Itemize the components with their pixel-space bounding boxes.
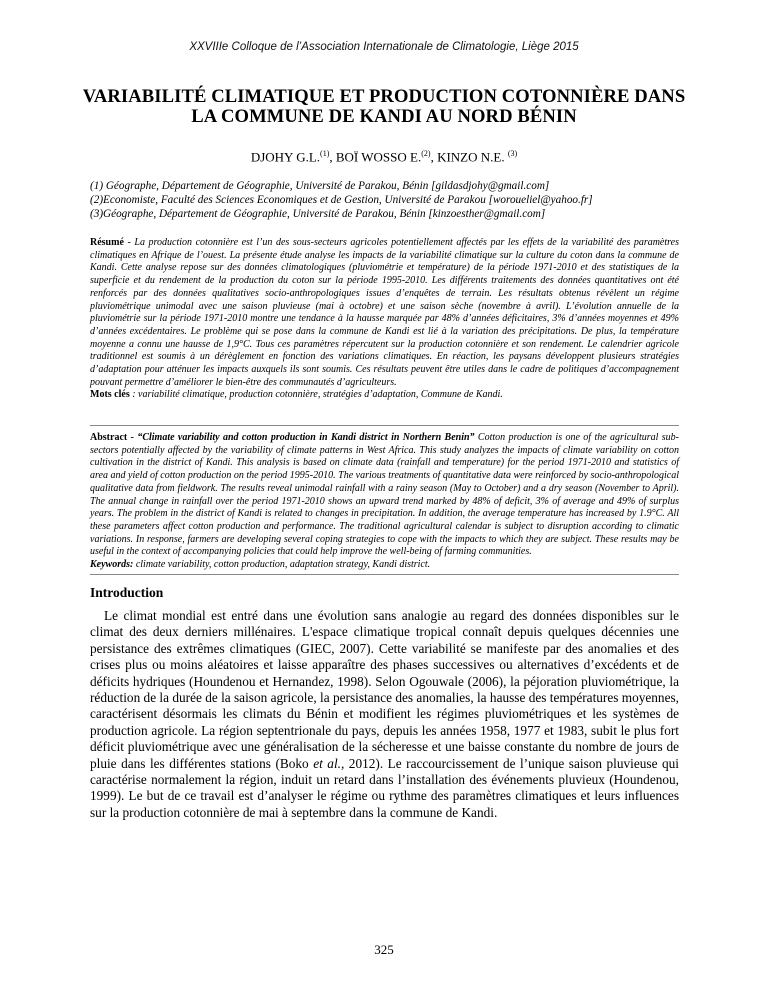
author-separator: , [329,149,336,165]
running-header: XXVIIIe Colloque de l’Association Internationale de Climatologie, Liège 2015 [189,41,579,53]
keywords-label: Mots clés [90,389,130,401]
author-affiliation-mark: (1) [320,149,330,158]
affiliation-line: (3)Géographe, Département de Géographie, Université de Parakou, Bénin [kinzoesther@gmail.com] [90,208,546,220]
paper-title: VARIABILITÉ CLIMATIQUE ET PRODUCTION COTONNIÈRE DANS LA COMMUNE DE KANDI AU NORD BÉNIN [82,86,686,127]
section-heading: Introduction [90,585,164,600]
affiliations [90,179,690,221]
french-abstract [90,237,679,402]
author-name: BOÏ WOSSO E. [335,149,422,165]
abstract-label: Abstract [90,432,128,443]
page-number: 325 [374,942,394,957]
author-separator: , [430,149,438,165]
english-abstract [90,432,679,572]
author-affiliation-mark: (3) [507,149,518,158]
abstract-english-title: - “Climate variability and cotton production in Kandi district in Northern Benin” [127,432,475,443]
paragraph-text: 2012). Le raccourcissement de l’unique saison pluvieuse qui caractérise normalement la région, induit un retard dans l’installation des événements pluvieux (Houndenou, 1999). Le but de ce travail est d’analyser le régime ou rythme des paramètres climatiques et leurs influences sur la production cotonnière de mai à septembre dans la commune de Kandi. [90,755,679,820]
keywords-text: : variabilité climatique, production cotonnière, stratégies d’adaptation, Commune de Kandi. [129,389,503,401]
author-name: KINZO N.E. [437,149,508,165]
author-affiliation-mark: (2) [421,149,431,158]
affiliation-line: (2)Economiste, Faculté des Sciences Economiques et de Gestion, Université de Parakou [worouelie​l@yahoo.fr] [90,194,593,206]
section-divider [90,574,679,575]
affiliation-line: (1) Géographe, Département de Géographie, Université de Parakou, Bénin [gildasdjohy@gmail.com] [90,180,550,192]
citation-italic: et al., [313,755,345,771]
introduction-paragraph [90,608,679,821]
keywords-label: Keywords: [90,559,134,571]
author-line [0,149,768,165]
author-name: DJOHY G.L. [250,149,321,165]
abstract-text: Cotton production is one of the agricultural sub-sectors potentially affected by the variability of climate patterns in West Africa. This study analyzes the impacts of climate variability on cotton cultivation in the district of Kandi. This analysis is based on climate data (rainfall and temperature) for the period 1971-2010 and statistics of area and yield of cotton production on the period 1995-2010. The various treatments of quantitative data were reinforced by socio-anthropological qualitative data from fieldwork. The results reveal unimodal rainfall with a rainy season (May to October) and a dry season (November to April). The annual change in rainfall over the period 1971-2010 shows an upward trend marked by 48% of deficit, 3% of average and 49% of surplus years. The problem in the district of Kandi is related to changes in precipitation. In addition, the average temperature has increased by 1.9°C. All these parameters affect cotton production and performance. The traditional agricultural calendar is subject to disruption according to climatic variations. In response, farmers are developing several coping strategies to cope with the impacts to which they are subject. These results may be useful in the context of accompanying policies that could help improve the well-being of farming communities. [90,432,679,558]
keywords-text: climate variability, cotton production, adaptation strategy, Kandi district. [133,559,431,571]
section-divider [90,425,679,426]
abstract-text: - La production cotonnière est l’un des sous-secteurs agricoles potentiellement affectés par les effets de la variabilité des paramètres climatiques en Afrique de l’ouest. La présente étude analyse les impacts de la variabilité climatique sur la culture du coton dans la commune de Kandi. Cette analyse repose sur des données climatologiques (pluviométrie et température) de la période 1971-2010 et des statistiques de la superficie et du rendement de la production du coton sur la période 1995-2010. Les différents traitements des données quantitatives ont été renforcés par des données qualitatives socio-anthropologiques issues d’enquêtes de terrain. Les résultats obtenus révèlent un régime pluviométrique unimodal avec une saison pluvieuse (mai à octobre) et une saison sèche (novembre à avril). L’évolution annuelle de la pluviométrie sur la période 1971-2010 montre une tendance à la hausse marquée par 48% d’années déficitaires, 3% d’années moyennes et 49% d’années excédentaires. Le problème qui se pose dans la commune de Kandi est lié à la variation des précipitations. De plus, la température moyenne a connu une hausse de 1,9°C. Tous ces paramètres répercutent sur la production cotonnière et son rendement. Le calendrier agricole traditionnel est soumis à un dérèglement en fonction des variations climatiques. En réaction, les paysans développent plusieurs stratégies d’adaptation pour atténuer les impacts auxquels ils sont soumis. Ces résultats peuvent être utiles dans le cadre de politiques d’accompagnement pouvant permettre d’améliorer le bien-être des communautés d’agriculteurs. [90,237,679,388]
paragraph-text: Le climat mondial est entré dans une évolution sans analogie au regard des données disponibles sur le climat des deux derniers millénaires. L'espace climatique tropical connaît depuis quelques décennies une persistance des extrêmes climatiques (GIEC, 2007). Cette variabilité se manifeste par des anomalies et des crises plus ou moins aléatoires et laisse apparaître des phases successives ou alternatives d’excédents et de déficits hydriques (Houndenou et Hernandez, 1998). Selon Ogouwale (2006), la péjoration pluviométrique, la réduction de la durée de la saison agricole, la persistance des anomalies, la hausse des températures moyennes, caractérisent désormais les climats du Bénin et modifient les régimes pluviométriques et les systèmes de production agricole. La région septentrionale du pays, depuis les années 1958, 1977 et 1983, subit le plus fort déficit pluviométrique avec une généralisation de la sécheresse et une baisse constante du nombre de jours de pluie dans les différentes stations (Boko [90,608,679,771]
abstract-label: Résumé [90,237,124,248]
